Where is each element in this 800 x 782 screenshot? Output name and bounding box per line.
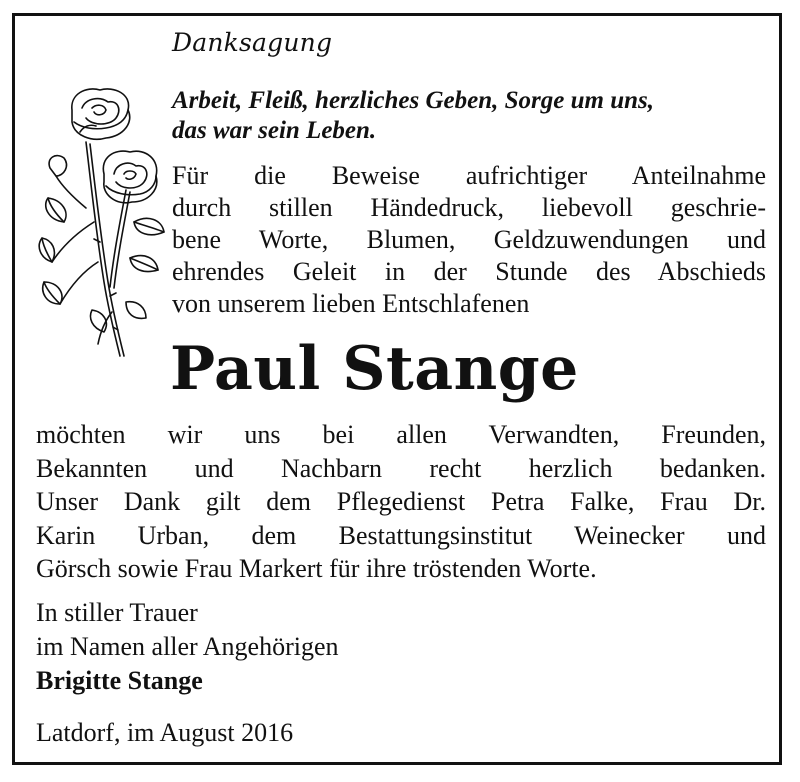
thanks-paragraph bbox=[36, 418, 766, 586]
deceased-name: Paul Stange bbox=[170, 334, 579, 404]
motto-line: Arbeit, Fleiß, herzliches Geben, Sorge um uns, bbox=[172, 87, 654, 114]
intro-line: von unserem lieben Entschlafenen bbox=[172, 289, 530, 318]
relatives-line: im Namen aller Angehörigen bbox=[36, 632, 339, 661]
intro-paragraph bbox=[172, 160, 766, 320]
thanks-line: Bekannten und Nachbarn recht herzlich bedanken. bbox=[36, 453, 766, 483]
motto-line: das war sein Leben. bbox=[172, 117, 377, 144]
intro-line: durch stillen Händedruck, liebevoll geschrie- bbox=[172, 193, 766, 222]
intro-line: Für die Beweise aufrichtiger Anteilnahme bbox=[172, 161, 766, 190]
place-date: Latdorf, im August 2016 bbox=[36, 718, 294, 747]
intro-line: ehrendes Geleit in der Stunde des Abschieds bbox=[172, 257, 766, 286]
thanks-line: Karin Urban, dem Bestattungsinstitut Weinecker und bbox=[36, 520, 766, 550]
signature-block bbox=[36, 596, 339, 698]
signer-name: Brigitte Stange bbox=[36, 666, 203, 695]
motto bbox=[172, 86, 772, 146]
notice-heading: Danksagung bbox=[172, 28, 333, 57]
rose-icon bbox=[34, 82, 169, 362]
mourning-line: In stiller Trauer bbox=[36, 598, 198, 627]
intro-line: bene Worte, Blumen, Geldzuwendungen und bbox=[172, 225, 766, 254]
thanks-line: möchten wir uns bei allen Verwandten, Freunden, bbox=[36, 420, 766, 449]
thanks-line: Unser Dank gilt dem Pflegedienst Petra Falke, Frau Dr. bbox=[36, 487, 766, 516]
thanks-line: Görsch sowie Frau Markert für ihre tröstenden Worte. bbox=[36, 554, 597, 583]
